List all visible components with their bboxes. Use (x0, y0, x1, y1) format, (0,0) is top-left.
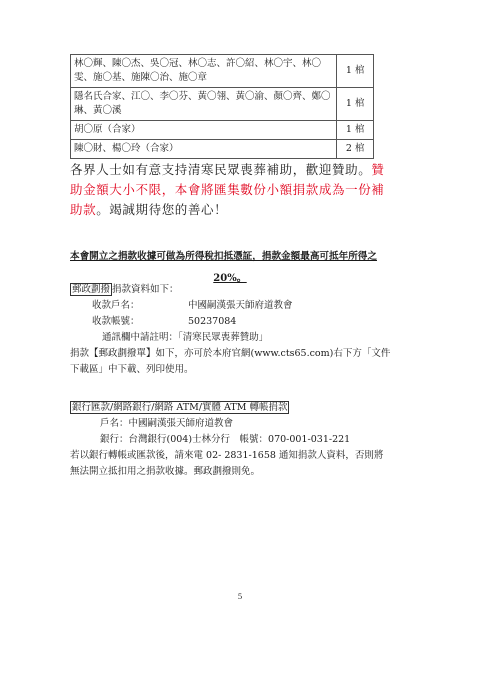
page-number: 5 (237, 591, 243, 601)
postal-payee-row (70, 298, 410, 314)
donor-table-row (71, 88, 374, 121)
donor-table-body (71, 55, 374, 159)
bank-heading (70, 400, 410, 416)
bank-transfer-section (70, 400, 410, 480)
postal-memo: 通訊欄中請註明：「清寒民眾喪葬贊助」 (102, 332, 269, 343)
donor-count-cell: 1 棺 (337, 121, 374, 140)
postal-payee-value: 中國嗣漢張天師府道教會 (188, 300, 293, 311)
donor-names-cell: 陳〇財、楊〇玲（合家） (71, 140, 337, 159)
postal-account-label: 收款帳號： (92, 316, 140, 327)
postal-form-note-1: 捐款【郵政劃撥單】如下，亦可於本府官網(www.cts65.com)右下方「文件 (70, 348, 391, 359)
donor-count-cell: 1 棺 (337, 55, 374, 88)
postal-label-box: 郵政劃撥 (72, 284, 111, 295)
donor-names-cell: 林〇輝、陳〇杰、吳〇冠、林〇志、許〇紹、林〇宇、林〇雯、施〇基、施陳〇治、施〇章 (71, 55, 337, 88)
appeal-highlight: 贊助金額大小不限，本會將匯集數份小額捐款成為一份補助款 (70, 162, 385, 217)
donor-count-cell: 1 棺 (337, 88, 374, 121)
appeal-text: 各界人士如有意支持清寒民眾喪葬補助，歡迎贊助。 (70, 162, 372, 177)
postal-form-note-2: 下載區」中下載、列印使用。 (70, 364, 194, 375)
postal-payee-label: 收款戶名： (92, 300, 140, 311)
appeal-paragraph (70, 160, 388, 220)
postal-account-value: 50237084 (188, 316, 237, 327)
appeal-closing: 。竭誠期待您的善心！ (96, 202, 228, 217)
postal-account-row (70, 314, 410, 330)
tax-notice-line-1: 本會開立之捐款收據可做為所得稅扣抵憑証，捐款金額最高可抵年所得之 (70, 251, 377, 262)
postal-label-rest: 捐款資料如下： (112, 284, 179, 295)
donor-table-row (71, 121, 374, 140)
bank-account-name: 戶名：中國嗣漢張天師府道教會 (100, 418, 234, 429)
donor-table-row (71, 140, 374, 159)
donor-count-cell: 2 棺 (337, 140, 374, 159)
donor-names-cell: 胡〇原（合家） (71, 121, 337, 140)
donor-names-cell: 隱名氏合家、江〇、李〇芬、黃〇翎、黃〇渝、顏〇齊、鄭〇琳、黃〇溪 (71, 88, 337, 121)
bank-info: 銀行：台灣銀行(004)士林分行 帳號：070-001-031-221 (100, 434, 351, 445)
bank-note-2: 無法開立抵扣用之捐款收據。郵政劃撥則免。 (70, 466, 261, 477)
postal-transfer-section (70, 282, 410, 378)
donor-table (70, 54, 374, 159)
bank-note-1: 若以銀行轉帳或匯款後，請來電 02- 2831-1658 通知捐款人資料，否則將 (70, 450, 384, 461)
donor-table-row (71, 55, 374, 88)
bank-header-box: 銀行匯款/網路銀行/網路 ATM/實體 ATM 轉帳捐款 (72, 402, 288, 413)
postal-heading (70, 282, 410, 298)
tax-notice-line-2: 20%。 (213, 273, 247, 284)
